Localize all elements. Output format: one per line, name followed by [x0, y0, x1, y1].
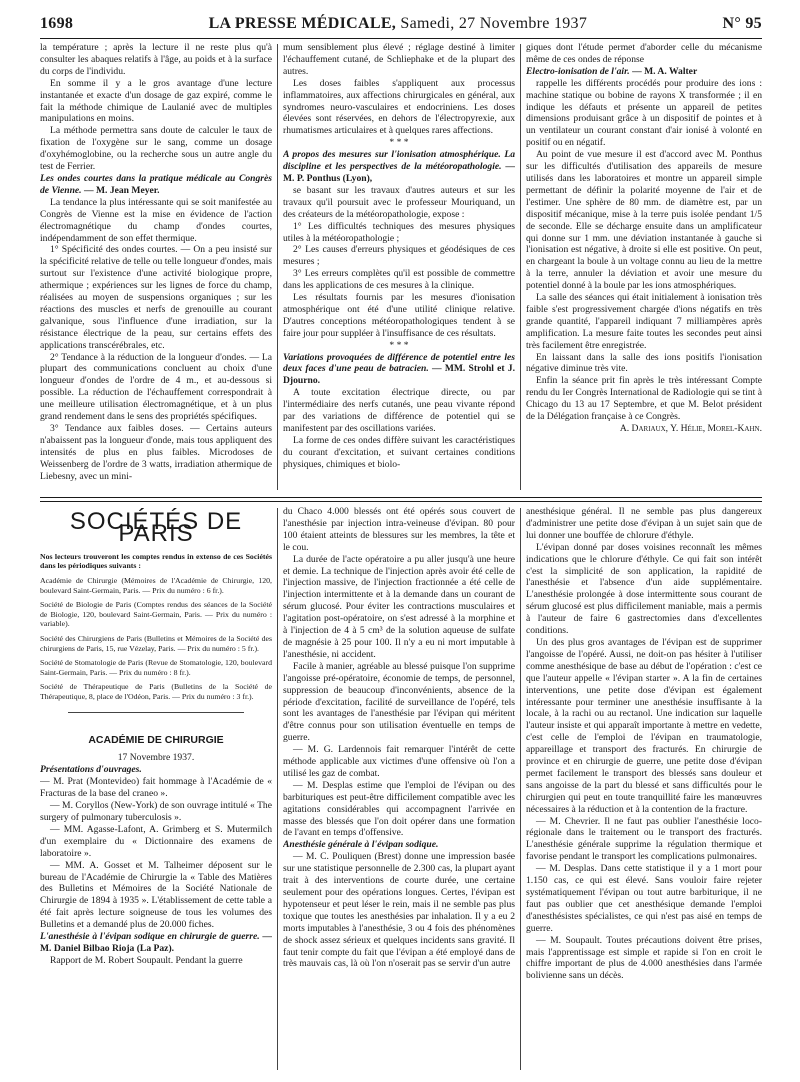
paragraph: 3° Tendance aux faibles doses. — Certains auteurs n'abaissent pas la longueur d'onde, mais tous appliquent des intensités de plus en plus faibles. Microdoses de Weissenberg de l'ordre de 3 watts, irradiation athermique de Liebesny, avec un mini-: [40, 423, 272, 482]
section-title: SOCIÉTÉS DE PARIS: [69, 508, 243, 547]
journal-title: LA PRESSE MÉDICALE,: [208, 15, 397, 32]
top-column-3: [526, 42, 762, 492]
paragraph: — M. C. Pouliquen (Brest) donne une impression basée sur une statistique personnelle de 2.300 cas, la plupart ayant trait à des interventions de courte durée, une certaine seulement pour des opérations longues. Certes, l'évipan est hypotenseur et peut léser le rein, mais il ne semble pas plus toxique que toutes les anesthésies par inhalation. Il y a eu 2 morts imputables à l'anesthésie, 3 ou 4 fois des phénomènes de shock assez sérieux et quelques incidents sans gravité. Il faut tenir compte du fait que l'évipan a été employé dans de très mauvais cas, là où l'on n'oserait pas se servir d'un autre: [283, 851, 515, 970]
paragraph: Un des plus gros avantages de l'évipan est de supprimer l'angoisse de l'opéré. Aussi, ne doit-on pas hésiter à l'utiliser comme anesthésique de base au début de l'opération : c'est ce que l'auteur appelle « l'évipan starter ». A la fin de certaines interventions, une petite dose d'évipan est également intéressante pour terminer une anesthésie insuffisante à la locale, à la rachi ou au rectanol. Une indication sur laquelle l'auteur insiste et qui apparaît importante à mettre en vedette, c'est celle de l'emploi de l'évipan en traumatologie, appareillage et transport des fracturés. En chirurgie de province et en chirurgie de guerre, une petite dose d'évipan permet facilement le transport des blessés sans douleur et sans angoisse de la part du blessé et sans difficultés pour le chirurgien qui peut en toute tranquillité faire les manœuvres nécessaires à la réduction et à la contention de la fracture.: [526, 636, 762, 815]
paragraph: A toute excitation électrique directe, ou par l'intermédiaire des nerfs cutanés, une peau vivante répond par des variations de différence de potentiel qui se manifestent par des oscillations variées.: [283, 387, 515, 434]
paragraph: — M. Prat (Montevideo) fait hommage à l'Académie de « Fracturas de la base del craneo ».: [40, 776, 272, 800]
paragraph: Enfin la séance prit fin après le très intéressant Compte rendu du Ier Congrès International de Radiologie qui se tint à Chicago du 13 au 17 Septembre, et que M. Belot président de la Délégation française à ce Congrès.: [526, 375, 762, 423]
paragraph: Au point de vue mesure il est d'accord avec M. Ponthus sur les difficultés d'utilisation des appareils de mesure utilisés dans les laboratoires et montre un appareil simple permettant de définir la polarité moyenne de l'air et de l'estimer. Une sphère de 80 mm. de diamètre est, par un dispositif mécanique, mise à la terre puis isolée pendant 1/5 de seconde. Elle se décharge ensuite dans un amplificateur qui donne sur 1 mm. une déviation instantanée à gauche si l'ionisation est négative, à droite si elle est positive. On peut, en chargeant la boule à un voltage connu au lieu de la mettre à la terre, annuler la déviation et avoir une mesure du potentiel donné à la boule par les ions atmosphériques.: [526, 149, 762, 292]
divider: [68, 712, 244, 713]
periodicals-list: [40, 552, 272, 702]
bottom-column-3: [526, 506, 762, 1072]
heading-author: — M. Daniel Bilbao Rioja (La Paz).: [40, 931, 272, 954]
article-heading: [283, 149, 515, 185]
page-header: [40, 12, 762, 36]
column-separator: [520, 508, 521, 1070]
paragraph: 2° Les causes d'erreurs physiques et géodésiques de ces mesures ;: [283, 244, 515, 268]
article-heading: Présentations d'ouvrages.: [40, 764, 142, 776]
paragraph: se basant sur les travaux d'autres auteurs et sur les travaux qu'il poursuit avec le professeur Mouriquand, un des créateurs de la météoropathologie, expose :: [283, 184, 515, 220]
heading-author: — MM. Strohl et J. Djourno.: [283, 363, 515, 387]
article-heading: [40, 173, 272, 197]
paragraph: Les résultats fournis par les mesures d'ionisation atmosphérique ont été d'une utilité clinique relative. D'autres conceptions météoropathologiques tendent à se faire jour pour suppléer à l'insuffisance de ces résultats.: [283, 292, 515, 339]
periodical-item: Société de Stomatologie de Paris (Revue de Stomatologie, 120, boulevard Saint-Germain, Paris. — Prix du numéro : 8 fr.).: [40, 658, 272, 677]
paragraph: En somme il y a le gros avantage d'une lecture instantanée et exacte d'un dosage de gaz expiré, comme le fait la méthode chimique de Laulanié avec de multiples manipulations en moins.: [40, 77, 272, 125]
section-stars: * * *: [389, 339, 409, 351]
journal-title-line: [209, 15, 588, 33]
heading-text: Electro-ionisation de l'air.: [526, 65, 630, 77]
periodical-item: Académie de Chirurgie (Mémoires de l'Académie de Chirurgie, 120, boulevard Saint-Germain, Paris. — Prix du numéro : 6 fr.).: [40, 576, 272, 595]
heading-text: Les ondes courtes dans la pratique médicale au Congrès de Vienne.: [40, 172, 272, 196]
paragraph: du Chaco 4.000 blessés ont été opérés sous couvert de l'anesthésie par injection intra-veineuse d'évipan. 80 pour 100 étaient atteints de blessures sur les membres, la tête et le cou.: [283, 506, 515, 553]
paragraph: — MM. A. Gosset et M. Talheimer déposent sur le bureau de l'Académie de Chirurgie la « Table des Matières des Bulletins et Mémoires de la Société Nationale de Chirurgie de 1894 à 1935 ». L'établissement de cette table a été fait après lecture soigneuse de tous les volumes des Bulletins et a demandé plus de 20.000 fiches.: [40, 859, 272, 931]
paragraph: 2° Tendance à la réduction de la longueur d'ondes. — La plupart des communications concluent au choix d'une longueur d'ondes de l'ordre de 4 m., et au-dessous si possible. La réduction de l'échauffement correspondrait à une meilleure utilisation électromagnétique, et à un plus grand rendement dans le sens des propriétés spécifiques.: [40, 351, 272, 423]
paragraph: rappelle les différents procédés pour produire des ions : machine statique ou bobine de rayons X transformée ; il en indique les défauts et présente un appareil de petites dimensions produisant grâce à un dispositif de pointes et à un ventilateur un courant constant d'air ionisé à volonté en positif ou en négatif.: [526, 77, 762, 149]
paragraph: La durée de l'acte opératoire a pu aller jusqu'à une heure et demie. La technique de l'injection après avoir été celle de l'injection massive, de l'injection fractionnée a été celle de l'injection intermittente et à la demande dans un courant de sérum glucosé. Pour éviter les contractions musculaires et l'agitation post-opératoire, on s'est adressé à la morphine et à l'injection de 4 à 5 cm³ de la solution aqueuse de sulfate de magnésie à 25 pour 100. Il n'y a eu ni mort imputable à l'anesthésie, ni accident.: [283, 553, 515, 660]
section-rule: [40, 501, 762, 502]
top-column-2: [283, 42, 515, 492]
article-heading: [40, 931, 272, 955]
paragraph: Les doses faibles s'appliquent aux processus inflammatoires, aux affections chirurgicales en général, aux syndromes neuro-vasculaires et endocriniens. Les doses élevées sont réservées, en dehors de l'électropyrexie, aux rhumatismes articulaires et à quelques rares affections.: [283, 77, 515, 137]
society-title: ACADÉMIE DE CHIRURGIE: [88, 733, 224, 746]
issue-number: N° 95: [722, 15, 762, 32]
heading-author: — M. A. Walter: [632, 65, 698, 77]
bottom-column-2: [283, 506, 515, 1072]
heading-text: Variations provoquées de différence de potentiel entre les deux faces d'une peau de batracien.: [283, 351, 515, 375]
paragraph: — M. G. Lardennois fait remarquer l'intérêt de cette méthode applicable aux victimes d'une offensive où l'on a utilisé les gaz de combat.: [283, 744, 515, 779]
paragraph: — M. Coryllos (New-York) de son ouvrage intitulé « The surgery of pulmonary tuberculosis ».: [40, 800, 272, 823]
paragraph: — M. Chevrier. Il ne faut pas oublier l'anesthésie loco-régionale dans le traitement ou le transport des fracturés. L'anesthésie générale supprime la régulation thermique et favorise pendant le transport les complications pulmonaires.: [526, 815, 762, 863]
heading-text: L'anesthésie à l'évipan sodique en chirurgie de guerre.: [40, 931, 260, 943]
periodical-item: Société de Thérapeutique de Paris (Bulletins de la Société de Thérapeutique, 8, place de l'Odéon, Paris. — Prix du numéro : 3 fr.).: [40, 682, 272, 701]
paragraph: 1° Les difficultés techniques des mesures physiques utiles à la météoropathologie ;: [283, 220, 515, 244]
periodicals-intro: Nos lecteurs trouveront les comptes rendus in extenso de ces Sociétés dans les périodiques suivants :: [40, 551, 272, 571]
session-date: 17 Novembre 1937.: [117, 752, 195, 764]
paragraph: — M. Soupault. Toutes précautions doivent être prises, mais l'apprentissage est simple et rapide si l'on en croit le chiffre important de plus de 4.000 anesthésies dans l'armée bolivienne sans un décès.: [526, 934, 762, 982]
issue-date: Samedi, 27 Novembre 1937: [400, 15, 588, 32]
paragraph: 3° Les erreurs complètes qu'il est possible de commettre dans les applications de ces mesures à la clinique.: [283, 268, 515, 292]
bottom-column-1: [40, 506, 272, 1072]
paragraph: Rapport de M. Robert Soupault. Pendant la guerre: [50, 954, 243, 966]
header-rule: [40, 38, 762, 39]
signature: A. Dariaux, Y. Hélie, Morel-Kahn.: [619, 423, 762, 434]
article-heading: [526, 66, 762, 78]
section-rule: [40, 497, 762, 498]
page-number: 1698: [40, 15, 74, 32]
top-column-1: [40, 42, 272, 492]
periodical-item: Société de Biologie de Paris (Comptes rendus des séances de la Société de Biologie, 120, boulevard Saint-Germain, Paris. — Prix du numéro : variable).: [40, 600, 272, 629]
article-heading: [283, 352, 515, 388]
paragraph: — MM. Agasse-Lafont, A. Grimberg et S. Mutermilch d'un exemplaire du « Dictionnaire des examens de laboratoire ».: [40, 823, 272, 859]
heading-text: A propos des mesures sur l'ionisation atmosphérique. La discipline et les perspectives de la météoropathologie.: [283, 149, 515, 173]
paragraph: La méthode permettra sans doute de calculer le taux de fixation de l'oxygène sur le sang, comme un dosage d'oxyhémoglobine, ou la recherche sous un autre angle du test de Ferrier.: [40, 125, 272, 173]
column-separator: [277, 508, 278, 1070]
column-separator: [520, 44, 521, 490]
paragraph: giques dont l'étude permet d'aborder celle du mécanisme même de ces ondes de réponse: [526, 42, 762, 65]
paragraph: — M. Desplas estime que l'emploi de l'évipan ou des barbituriques est peut-être difficilement compatible avec les agitations considérables qui accompagnent l'arrivée en masse des blessés que l'on doit opérer dans une formation de l'avant en temps d'offensive.: [283, 779, 515, 839]
heading-author: — M. P. Ponthus (Lyon),: [283, 161, 515, 184]
paragraph: La salle des séances qui était initialement à ionisation très faible s'est progressivement chargée d'ions négatifs en très grande quantité, l'appareil indiquant 7 milliampères après amplification. La mesure faite toutes les secondes peut ainsi très facilement être enregistrée.: [526, 292, 762, 351]
paragraph: La forme de ces ondes diffère suivant les caractéristiques du courant d'excitation, et suivant certaines conditions physiques, chimiques et biolo-: [283, 434, 515, 470]
paragraph: En laissant dans la salle des ions positifs l'ionisation négative diminue très vite.: [526, 351, 762, 375]
paragraph: L'évipan donné par doses voisines reconnaît les mêmes indications que le chlorure d'éthyle. Ce qui fait son intérêt c'est la simplicité de son application, la rapidité de l'anesthésie et l'absence d'un aide supplémentaire. L'anesthésie prolongée à dose intermittente sous courant de sérum glucosé est plus difficilement maniable, mais a permis à l'auteur de faire 6 gastrectomies dans d'excellentes conditions.: [526, 541, 762, 637]
periodical-item: Société des Chirurgiens de Paris (Bulletins et Mémoires de la Société des chirurgiens de Paris, 15, rue Vézelay, Paris. — Prix du numéro : 5 fr.).: [40, 633, 272, 653]
paragraph: 1° Spécificité des ondes courtes. — On a peu insisté sur la spécificité relative de telle ou telle longueur d'ondes, mais surtout sur l'existence d'une activité biologique propre, athermique ; expériences sur les lignes de force du champ, réalisées au moyen de suspensions organiques ; sur les réactions des muscles et nerfs de grenouille au courant galvanique, sous l'influence d'une irradiation, sur la résistance électrique de la peau, sur certains effets des applications transcérébrales, etc.: [40, 244, 272, 351]
heading-author: — M. Jean Meyer.: [83, 184, 160, 196]
paragraph: — M. Desplas. Dans cette statistique il y a 1 mort pour 1.150 cas, ce qui est élevé. Sans vouloir faire rejeter systématiquement l'évipan ou tout autre barbiturique, il ne faut pas oublier que cet anesthésique demande l'emploi d'anesthésistes spécialistes, ce qui n'est pas aisé en temps de guerre.: [526, 863, 762, 934]
column-separator: [277, 44, 278, 490]
paragraph: La tendance la plus intéressante qui se soit manifestée au Congrès de Vienne est la mise en évidence de l'action électromagnétique du champ d'ondes courtes, indépendamment de son effet thermique.: [40, 196, 272, 244]
article-heading: Anesthésie générale à l'évipan sodique.: [283, 839, 439, 851]
section-stars: * * *: [389, 137, 409, 149]
paragraph: Facile à manier, agréable au blessé puisque l'on supprime l'angoisse pré-opératoire, économie de temps, de personnel, suppression de beaucoup d'inconvénients, absence de la période d'excitation, facilité de surveillance de l'opéré, tels sont les avantages de l'anesthésie par l'évipan qui méritent d'être connus pour son utilisation éventuelle en temps de guerre.: [283, 660, 515, 744]
paragraph: anesthésique général. Il ne semble pas plus dangereux d'administrer une petite dose d'évipan à un sujet sain que de lui donner une bouffée de chlorure d'éthyle.: [526, 506, 762, 541]
paragraph: la température ; après la lecture il ne reste plus qu'à consulter les abaques relatifs à l'âge, au poids et à la surface du corps de l'individu.: [40, 42, 272, 77]
paragraph: mum sensiblement plus élevé ; réglage destiné à limiter l'échauffement cutané, de Schliephake et de la plupart des autres.: [283, 42, 515, 77]
